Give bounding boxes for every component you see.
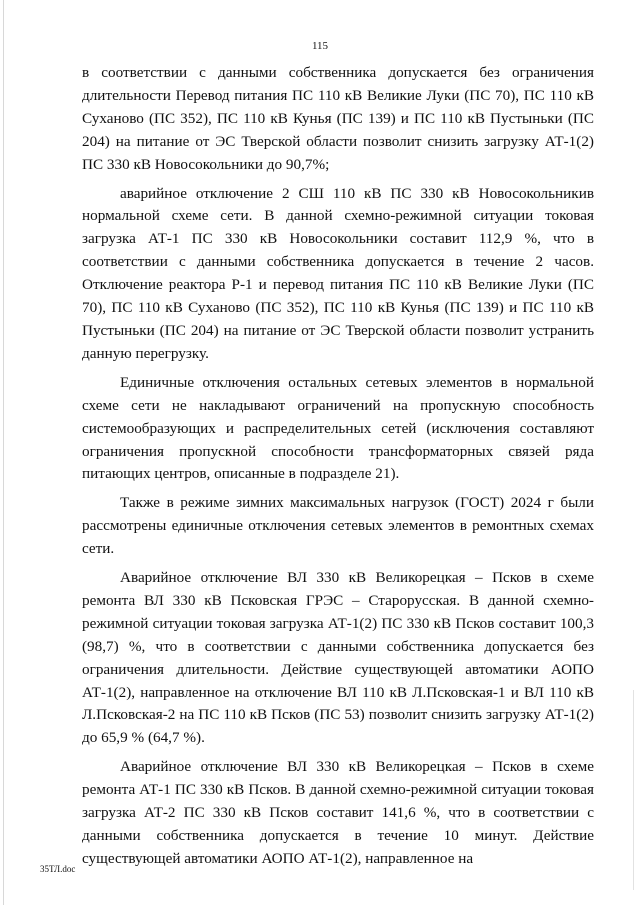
- paragraph: аварийное отключение 2 СШ 110 кВ ПС 330 кВ Новосокольникив нормальной схеме сети. В данной схемно-режимной ситуации токовая загрузка АТ-1 ПС 330 кВ Новосокольники составит 112,9 %, что в соответствии с данными собственника допускается в течение 2 часов. Отключение реактора Р-1 и перевод питания ПС 110 кВ Великие Луки (ПС 70), ПС 110 кВ Суханово (ПС 352), ПС 110 кВ Кунья (ПС 139) и ПС 110 кВ Пустыньки (ПС 204) на питание от ЭС Тверской области позволит устранить данную перегрузку.: [82, 184, 594, 362]
- paragraph: Единичные отключения остальных сетевых элементов в нормальной схеме сети не накладывают ограничений на пропускную способность системообразующих и распределительных сетей (исключения составляют ограничения пропускной способности трансформаторных связей ряда питающих центров, описанные в подразделе 21).: [82, 373, 594, 483]
- paragraph: Аварийное отключение ВЛ 330 кВ Великорецкая – Псков в схеме ремонта ВЛ 330 кВ Псковская ГРЭС – Старорусская. В данной схемно-режимной ситуации токовая загрузка АТ-1(2) ПС 330 кВ Псков составит 100,3 (98,7) %, что в соответствии с данными собственника допускается без ограничения длительности. Действие существующей автоматики АОПО АТ-1(2), направленное на отключение ВЛ 110 кВ Л.Псковская-1 и ВЛ 110 кВ Л.Псковская-2 на ПС 110 кВ Псков (ПС 53) позволит снизить загрузку АТ-1(2) до 65,9 % (64,7 %).: [82, 569, 594, 747]
- paragraph: в соответствии с данными собственника допускается без ограничения длительности Перевод питания ПС 110 кВ Великие Луки (ПС 70), ПС 110 кВ Суханово (ПС 352), ПС 110 кВ Кунья (ПС 139) и ПС 110 кВ Пустыньки (ПС 204) на питание от ЭС Тверской области позволит снизить загрузку АТ-1(2) ПС 330 кВ Новосокольники до 90,7%;: [82, 64, 594, 173]
- page-number: 115: [311, 40, 329, 52]
- footer-filename: 35ТЛ.doc: [40, 864, 76, 874]
- document-body: [82, 62, 594, 877]
- scan-edge-line: [633, 690, 634, 890]
- paragraph: Аварийное отключение ВЛ 330 кВ Великорецкая – Псков в схеме ремонта АТ-1 ПС 330 кВ Псков. В данной схемно-режимной ситуации токовая загрузка АТ-2 ПС 330 кВ Псков составит 141,6 %, что в соответствии с данными собственника допускается в течение 10 минут. Действие существующей автоматики АОПО АТ-1(2), направленное на: [82, 758, 594, 867]
- scan-edge-line: [3, 0, 4, 905]
- paragraph: Также в режиме зимних максимальных нагрузок (ГОСТ) 2024 г были рассмотрены единичные отключения сетевых элементов в ремонтных схемах сети.: [82, 494, 594, 558]
